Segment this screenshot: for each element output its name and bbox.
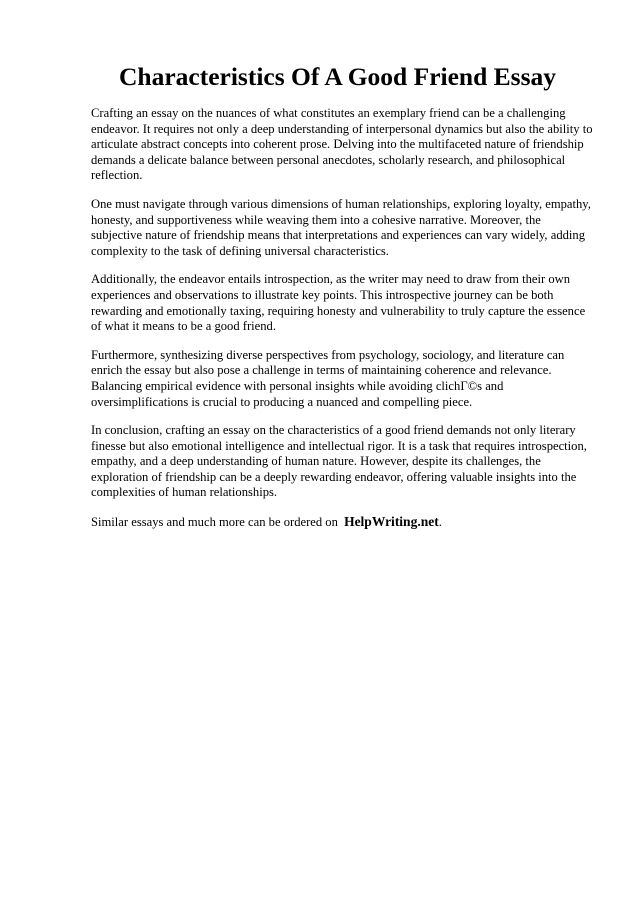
essay-paragraph-1: Crafting an essay on the nuances of what constitutes an exemplary friend can be a challenging endeavor. It requires not only a deep understanding of interpersonal dynamics but also the ability to articulate abstract concepts into coherent prose. Delving into the multifaceted nature of friendship demands a delicate balance between personal anecdotes, scholarly research, and philosophical reflection. [91, 106, 593, 183]
order-note [91, 514, 594, 531]
essay-paragraph-3: Additionally, the endeavor entails introspection, as the writer may need to draw from their own experiences and observations to illustrate key points. This introspective journey can be both rewarding and emotionally taxing, requiring honesty and vulnerability to truly capture the essence of what it means to be a good friend. [91, 272, 586, 334]
essay-title: Characteristics Of A Good Friend Essay [118, 62, 557, 91]
order-note-text: Similar essays and much more can be ordered on [91, 515, 338, 530]
essay-paragraph-2: One must navigate through various dimensions of human relationships, exploring loyalty, empathy, honesty, and supportiveness while weaving them into a cohesive narrative. Moreover, the subjective nature of friendship means that interpretations and experiences can vary widely, adding complexity to the task of defining universal characteristics. [91, 196, 591, 258]
order-note-period: . [438, 515, 442, 530]
essay-paragraph-4: Furthermore, synthesizing diverse perspectives from psychology, sociology, and literature can enrich the essay but also pose a challenge in terms of maintaining coherence and relevance. Balancing empirical evidence with personal insights while avoiding clichΓ©s and oversimplifications is crucial to producing a nuanced and compelling piece. [91, 347, 565, 409]
helpwriting-link[interactable]: HelpWriting.net [344, 514, 439, 530]
essay-paragraph-5: In conclusion, crafting an essay on the characteristics of a good friend demands not only literary finesse but also emotional intelligence and intellectual rigor. It is a task that requires introspection, empathy, and a deep understanding of human nature. However, despite its challenges, the exploration of friendship can be a deeply rewarding endeavor, offering valuable insights into the complexities of human relationships. [91, 423, 587, 500]
